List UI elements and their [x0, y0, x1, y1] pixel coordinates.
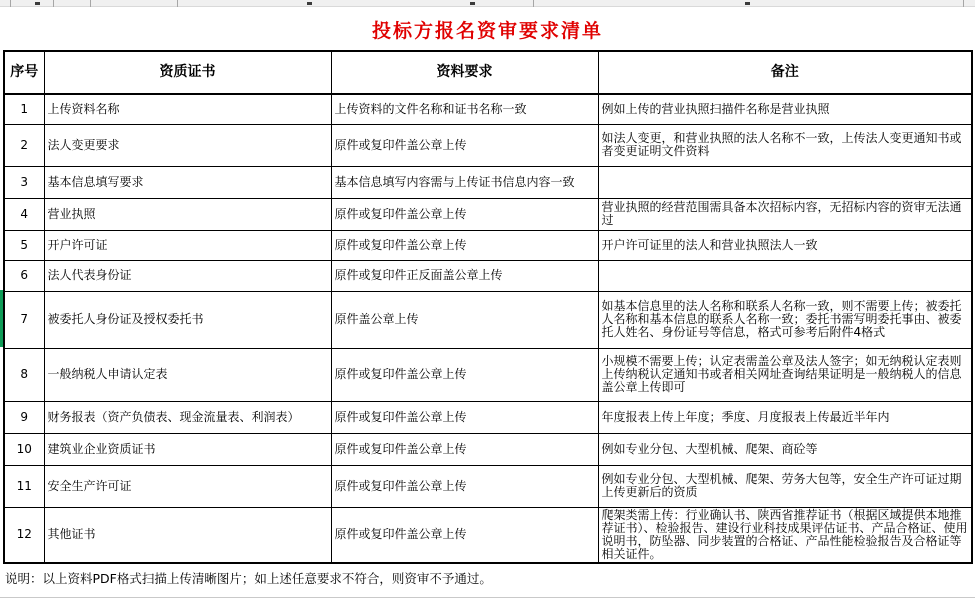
table-row [4, 433, 972, 465]
table-row [4, 465, 972, 507]
row-number-cell[interactable]: 1 [4, 94, 44, 124]
cert-cell[interactable]: 建筑业企业资质证书 [44, 433, 331, 465]
req-cell[interactable]: 基本信息填写内容需与上传证书信息内容一致 [331, 166, 598, 198]
gridline-remnant [177, 0, 178, 7]
row-number-cell[interactable]: 4 [4, 198, 44, 230]
row-number-cell[interactable]: 12 [4, 507, 44, 563]
row-number-cell[interactable]: 7 [4, 291, 44, 348]
req-cell[interactable]: 原件或复印件盖公章上传 [331, 507, 598, 563]
req-cell[interactable]: 原件或复印件盖公章上传 [331, 124, 598, 166]
page-title[interactable]: 投标方报名资审要求清单 [371, 19, 603, 42]
requirements-table-body [4, 94, 972, 563]
cert-cell[interactable]: 营业执照 [44, 198, 331, 230]
table-row [4, 260, 972, 291]
gridline-remnant [53, 0, 54, 7]
cert-cell[interactable]: 其他证书 [44, 507, 331, 563]
row7-edge-marker [0, 290, 3, 347]
req-cell[interactable]: 原件或复印件盖公章上传 [331, 401, 598, 433]
cert-cell[interactable]: 财务报表（资产负债表、现金流量表、利润表） [44, 401, 331, 433]
cert-cell[interactable]: 法人代表身份证 [44, 260, 331, 291]
cert-cell[interactable]: 开户许可证 [44, 230, 331, 260]
cert-cell[interactable]: 上传资料名称 [44, 94, 331, 124]
note-cell[interactable]: 例如上传的营业执照扫描件名称是营业执照 [598, 94, 972, 124]
row-number-cell[interactable]: 5 [4, 230, 44, 260]
header-cell-req[interactable]: 资料要求 [331, 51, 598, 94]
note-cell[interactable]: 年度报表上传上年度；季度、月度报表上传最近半年内 [598, 401, 972, 433]
cutoff-text-remnant [470, 2, 475, 5]
cert-cell[interactable]: 被委托人身份证及授权委托书 [44, 291, 331, 348]
row-number-cell[interactable]: 3 [4, 166, 44, 198]
gridline-remnant [963, 0, 964, 7]
note-cell[interactable]: 如基本信息里的法人名称和联系人名称一致，则不需要上传；被委托人名称和基本信息的联系人名称一致；委托书需写明委托事由、被委托人姓名、身份证号等信息，格式可参考后附件4格式 [598, 291, 972, 348]
row-number-cell[interactable]: 6 [4, 260, 44, 291]
gridline-remnant [10, 0, 11, 7]
row-number-cell[interactable]: 9 [4, 401, 44, 433]
table-row [4, 94, 972, 124]
req-cell[interactable]: 原件或复印件盖公章上传 [331, 433, 598, 465]
note-cell[interactable]: 例如专业分包、大型机械、爬架、劳务大包等，安全生产许可证过期上传更新后的资质 [598, 465, 972, 507]
cutoff-text-remnant [745, 2, 750, 5]
table-row [4, 291, 972, 348]
note-cell[interactable]: 小规模不需要上传；认定表需盖公章及法人签字；如无纳税认定表则上传纳税认定通知书或者相关网址查询结果证明是一般纳税人的信息盖公章上传即可 [598, 348, 972, 401]
table-row [4, 348, 972, 401]
row-number-cell[interactable]: 8 [4, 348, 44, 401]
table-row [4, 507, 972, 563]
requirements-table [3, 50, 971, 564]
header-cell-no[interactable]: 序号 [4, 51, 44, 94]
note-cell[interactable] [598, 260, 972, 291]
cert-cell[interactable]: 法人变更要求 [44, 124, 331, 166]
req-cell[interactable]: 原件或复印件盖公章上传 [331, 230, 598, 260]
header-cell-cert[interactable]: 资质证书 [44, 51, 331, 94]
req-cell[interactable]: 上传资料的文件名称和证书名称一致 [331, 94, 598, 124]
row-number-cell[interactable]: 10 [4, 433, 44, 465]
row-number-cell[interactable]: 11 [4, 465, 44, 507]
req-cell[interactable]: 原件或复印件盖公章上传 [331, 465, 598, 507]
req-cell[interactable]: 原件盖公章上传 [331, 291, 598, 348]
note-cell[interactable] [598, 166, 972, 198]
title-bar [0, 8, 975, 50]
table-row [4, 198, 972, 230]
note-cell[interactable]: 开户许可证里的法人和营业执照法人一致 [598, 230, 972, 260]
note-cell[interactable]: 如法人变更，和营业执照的法人名称不一致，上传法人变更通知书或者变更证明文件资料 [598, 124, 972, 166]
note-cell[interactable]: 例如专业分包、大型机械、爬架、商砼等 [598, 433, 972, 465]
header-cell-note[interactable]: 备注 [598, 51, 972, 94]
table-row [4, 401, 972, 433]
req-cell[interactable]: 原件或复印件正反面盖公章上传 [331, 260, 598, 291]
gridline-remnant [90, 0, 91, 7]
spreadsheet-row-remnant [0, 0, 975, 7]
note-cell[interactable]: 营业执照的经营范围需具备本次招标内容，无招标内容的资审无法通过 [598, 198, 972, 230]
req-cell[interactable]: 原件或复印件盖公章上传 [331, 348, 598, 401]
header-row [4, 51, 972, 94]
cutoff-text-remnant [307, 2, 312, 5]
table-row [4, 166, 972, 198]
note-cell[interactable]: 爬架类需上传：行业确认书、陕西省推荐证书（根据区域提供本地推荐证书）、检验报告、建设行业科技成果评估证书、产品合格证、使用说明书，防坠器、同步装置的合格证、产品性能检验报告及合格证等相关证件。 [598, 507, 972, 563]
req-cell[interactable]: 原件或复印件盖公章上传 [331, 198, 598, 230]
bottom-gridline [0, 597, 975, 598]
footer-note[interactable]: 说明：以上资料PDF格式扫描上传清晰图片；如上述任意要求不符合，则资审不予通过。 [5, 571, 492, 586]
cert-cell[interactable]: 基本信息填写要求 [44, 166, 331, 198]
gridline-remnant [533, 0, 534, 7]
table-row [4, 124, 972, 166]
cutoff-text-remnant [35, 2, 40, 5]
cert-cell[interactable]: 安全生产许可证 [44, 465, 331, 507]
table-row [4, 230, 972, 260]
row-number-cell[interactable]: 2 [4, 124, 44, 166]
cert-cell[interactable]: 一般纳税人申请认定表 [44, 348, 331, 401]
